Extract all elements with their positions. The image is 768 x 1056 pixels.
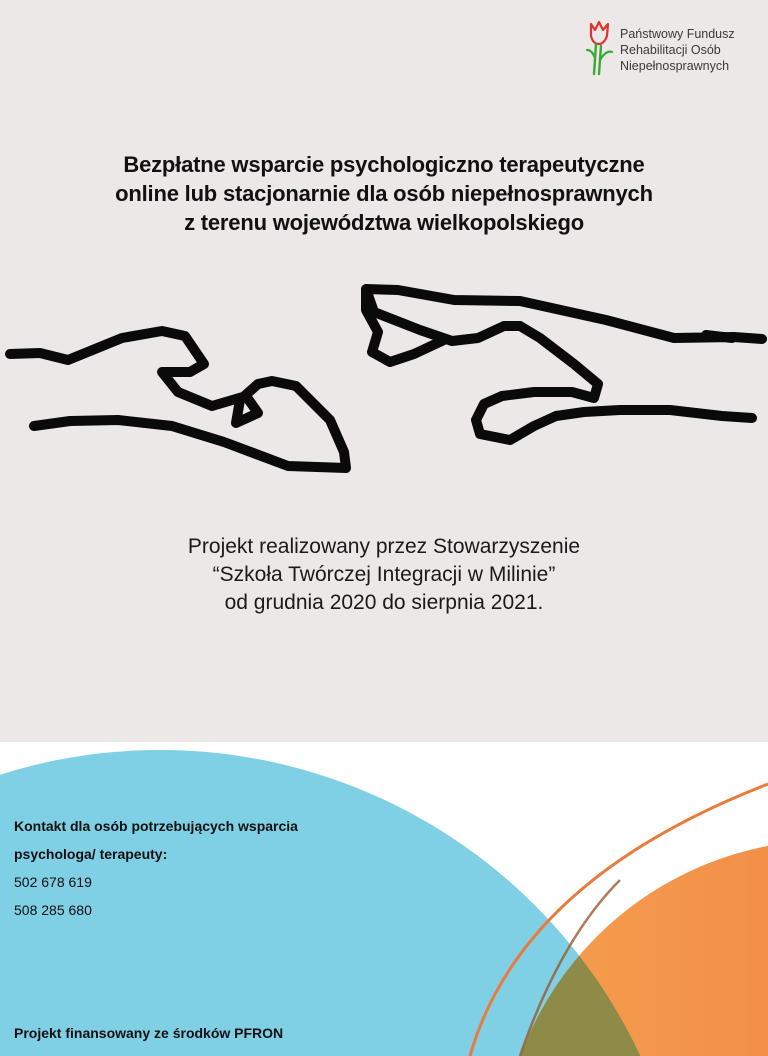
contact-heading-line-2: psychologa/ terapeuty: xyxy=(14,846,168,862)
headline-line-1: Bezpłatne wsparcie psychologiczno terapeutyczne xyxy=(123,152,645,177)
tulip-icon xyxy=(584,20,614,76)
headline-line-3: z terenu województwa wielkopolskiego xyxy=(184,210,584,235)
contact-section xyxy=(14,812,298,924)
logo-line-1: Państwowy Fundusz xyxy=(620,27,735,41)
contact-heading-line-1: Kontakt dla osób potrzebujących wsparcia xyxy=(14,818,298,834)
pfron-logo xyxy=(584,20,735,76)
logo-line-2: Rehabilitacji Osób xyxy=(620,43,721,57)
headline xyxy=(0,150,768,237)
phone-number-1[interactable]: 502 678 619 xyxy=(14,874,92,890)
hands-illustration xyxy=(0,270,768,490)
phone-number-2[interactable]: 508 285 680 xyxy=(14,902,92,918)
project-line-1: Projekt realizowany przez Stowarzyszenie xyxy=(187,535,581,558)
headline-line-2: online lub stacjonarnie dla osób niepełnosprawnych xyxy=(115,181,653,206)
project-line-3: od grudnia 2020 do sierpnia 2021. xyxy=(224,591,544,614)
left-hand-drawing xyxy=(10,331,346,468)
project-info xyxy=(0,533,768,617)
funding-note: Projekt finansowany ze środków PFRON xyxy=(14,1025,284,1041)
logo-line-3: Niepełnosprawnych xyxy=(620,59,730,73)
logo-text xyxy=(620,20,735,74)
right-hand-drawing xyxy=(366,289,762,440)
project-line-2: “Szkoła Twórczej Integracji w Milinie” xyxy=(212,563,556,586)
